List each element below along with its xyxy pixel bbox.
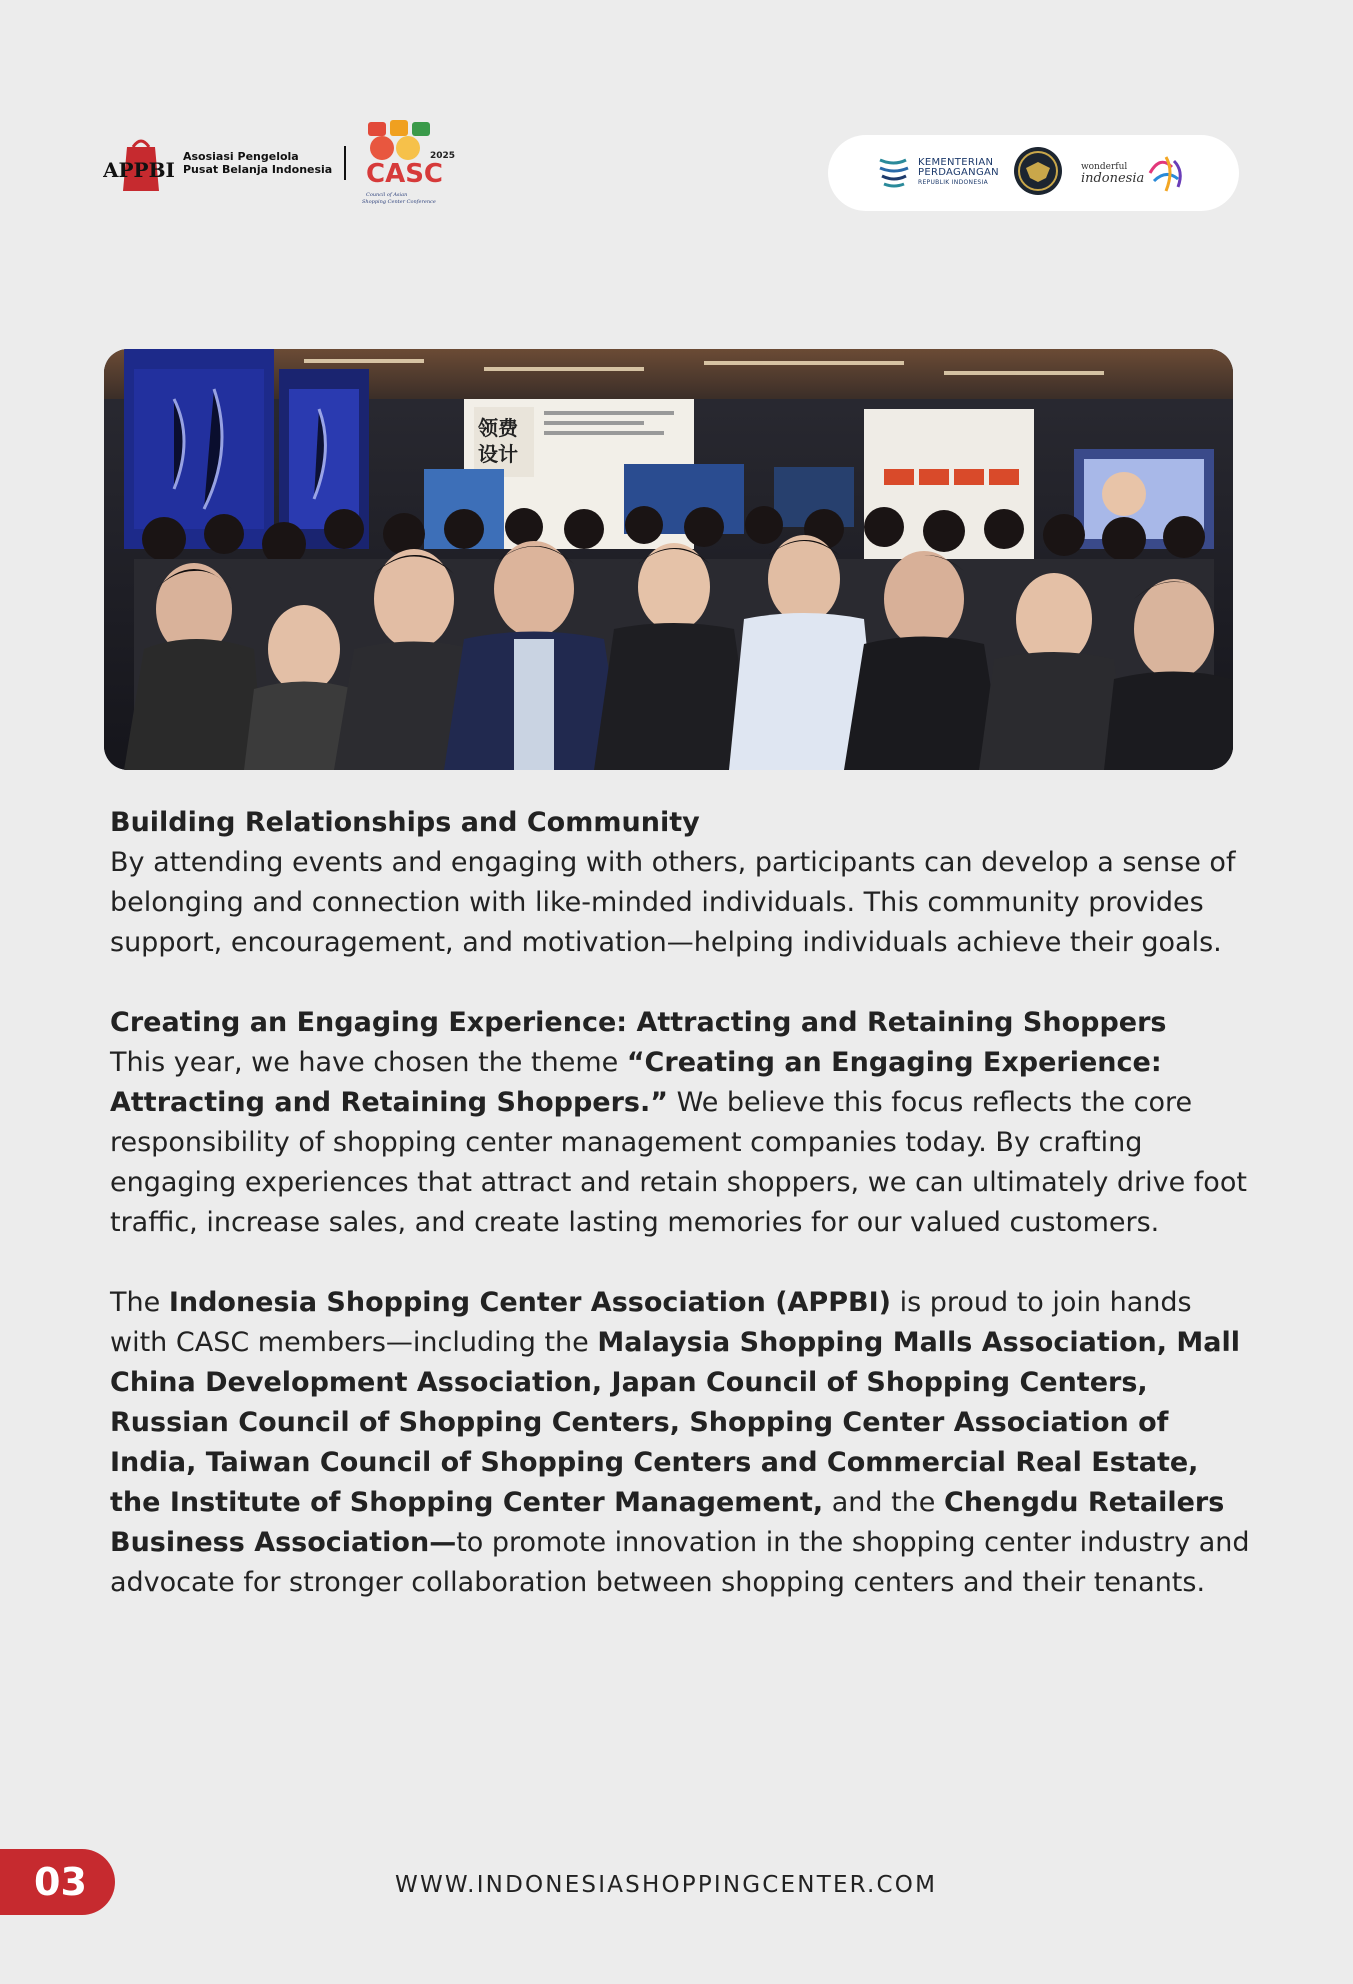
ministry-line3: REPUBLIK INDONESIA — [918, 179, 989, 186]
partners-text-1: The — [110, 1287, 169, 1318]
partners-text-4: to promote innovation in the shopping center industry and advocate for stronger collaboration between shopping centers and their tenants. — [110, 1527, 1250, 1598]
svg-text:APPBI: APPBI — [103, 158, 175, 182]
appbi-name — [183, 150, 332, 176]
page-number-badge: 03 — [0, 1849, 115, 1915]
article-body — [110, 803, 1250, 1643]
wonderful-line2: indonesia — [1080, 171, 1145, 186]
wonderful-indonesia-swirl-icon — [1144, 151, 1188, 195]
appbi-name-line1: Asosiasi Pengelola — [183, 150, 299, 163]
ministry-emblem-icon — [876, 156, 912, 190]
partners-appbi-bold: Indonesia Shopping Center Association (APPBI) — [168, 1287, 891, 1318]
wonderful-indonesia-logo — [1081, 151, 1188, 195]
partner-logos-left — [103, 118, 460, 208]
partners-text-2: is proud to join hands with CASC members—including the — [110, 1287, 1192, 1358]
section-body-community: By attending events and engaging with others, participants can develop a sense of belonging and connection with like-minded individuals. This community provides support, encouragement, and motivation—helping individuals achieve their goals. — [110, 847, 1236, 958]
section-theme — [110, 1003, 1250, 1243]
section-community — [110, 803, 1250, 963]
section-partners — [110, 1283, 1250, 1603]
wonderful-line1: wonderful — [1080, 162, 1128, 172]
theme-intro-text: This year, we have chosen the theme — [110, 1047, 627, 1078]
appbi-logo — [103, 133, 179, 193]
section-heading-theme: Creating an Engaging Experience: Attracting and Retaining Shoppers — [110, 1007, 1167, 1038]
svg-text:设计: 设计 — [478, 442, 518, 466]
casc-logo — [360, 118, 460, 208]
partners-text-3: and the — [823, 1487, 944, 1518]
ministry-of-trade-logo — [876, 156, 999, 190]
svg-text:CASC: CASC — [366, 159, 444, 189]
theme-title-bold: “Creating an Engaging Experience: Attracting and Retaining Shoppers.” — [110, 1047, 1162, 1118]
svg-text:2025: 2025 — [430, 151, 456, 161]
svg-text:领费: 领费 — [478, 416, 518, 440]
ministry-line2: PERDAGANGAN — [918, 167, 999, 178]
svg-text:Council of Asian: Council of Asian — [366, 192, 408, 198]
website-url: WWW.INDONESIASHOPPINGCENTER.COM — [395, 1872, 938, 1898]
theme-body-text: We believe this focus reflects the core responsibility of shopping center management companies today. By crafting engaging experiences that attract and retain shoppers, we can ultimately drive foot traffic, increase sales, and create lasting memories for our valued customers. — [110, 1087, 1247, 1238]
partner-logos-right — [828, 135, 1239, 211]
garuda-emblem-icon — [1013, 146, 1063, 200]
event-crowd-photo — [104, 349, 1233, 770]
ministry-line1: KEMENTERIAN — [918, 157, 994, 168]
partners-chengdu-bold: Chengdu Retailers Business Association— — [110, 1487, 1225, 1558]
svg-text:Shopping Center Conference: Shopping Center Conference — [362, 199, 437, 205]
section-heading-community: Building Relationships and Community — [110, 807, 700, 838]
partners-members-bold: Malaysia Shopping Malls Association, Mall China Development Association, Japan Council of Shopping Centers, Russian Council of Shopping Centers, Shopping Center Association of India, Taiwan Council of Shopping Centers and Commercial Real Estate, the Institute of Shopping Center Management, — [110, 1327, 1241, 1518]
appbi-name-line2: Pusat Belanja Indonesia — [183, 163, 333, 176]
logo-divider — [344, 146, 346, 180]
